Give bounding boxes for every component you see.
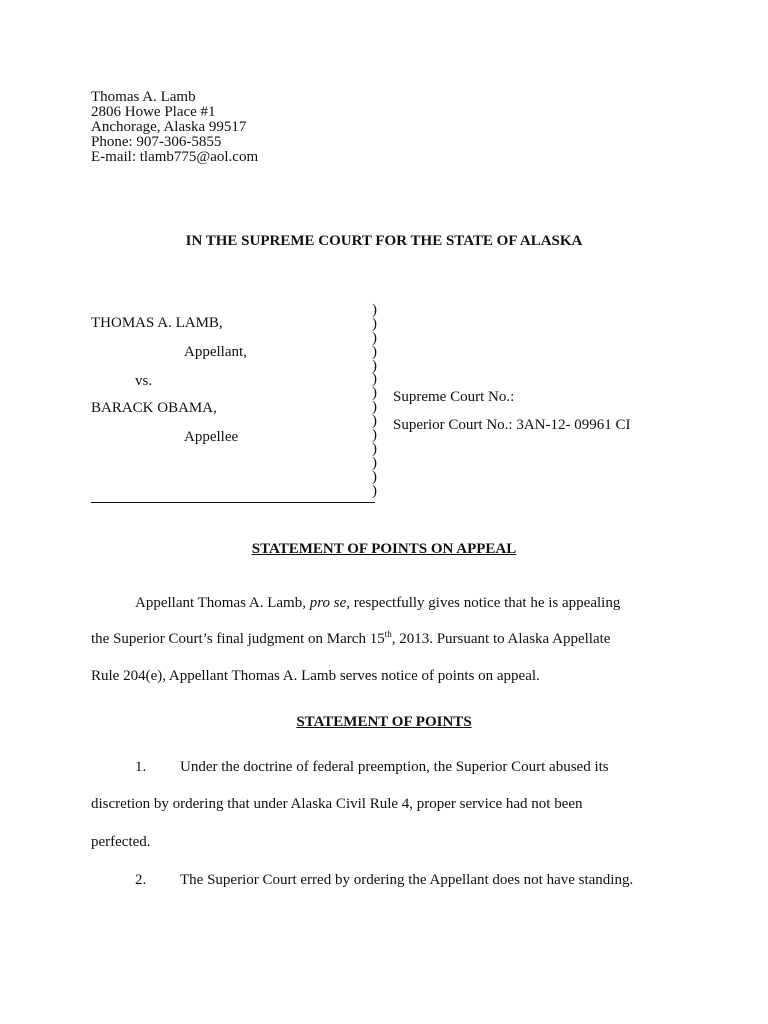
caption-paren: ) [372,468,377,485]
caption-paren: ) [372,343,377,360]
caption-paren: ) [372,399,377,416]
appellant-name: THOMAS A. LAMB, [91,315,223,331]
attorney-name: Thomas A. Lamb [91,89,196,105]
intro-line-2-start: the Superior Court’s final judgment on March 15 [91,631,385,647]
caption-paren: ) [372,440,377,457]
attorney-phone: Phone: 907-306-5855 [91,134,222,150]
caption-divider [91,502,375,503]
intro-line-3: Rule 204(e), Appellant Thomas A. Lamb serves notice of points on appeal. [91,668,540,684]
appellant-role: Appellant, [184,344,247,360]
point-1-line-3: perfected. [91,834,151,850]
caption-parenthesis-column [372,304,377,498]
versus-label: vs. [135,373,153,389]
caption-paren: ) [372,454,377,471]
point-1-line-1: Under the doctrine of federal preemption, the Superior Court abused its [180,759,609,775]
attorney-header [91,90,258,165]
supreme-court-number: Supreme Court No.: [393,389,515,405]
court-title: IN THE SUPREME COURT FOR THE STATE OF ALASKA [185,233,583,249]
attorney-email: E-mail: tlamb775@aol.com [91,149,259,165]
attorney-address-line2: Anchorage, Alaska 99517 [91,119,247,135]
point-2-line-1: The Superior Court erred by ordering the Appellant does not have standing. [180,872,634,888]
attorney-address-line1: 2806 Howe Place #1 [91,104,216,120]
caption-paren: ) [372,315,377,332]
caption-paren: ) [372,357,377,374]
caption-paren: ) [372,371,377,388]
intro-line-1 [135,596,620,611]
intro-line-2-end: , 2013. Pursuant to Alaska Appellate [391,631,611,647]
caption-paren: ) [372,413,377,430]
heading-statement-of-points: STATEMENT OF POINTS [296,714,472,730]
intro-pro-se: pro se [309,595,347,611]
appellee-name: BARACK OBAMA, [91,400,217,416]
caption-paren: ) [372,302,377,318]
point-number: 1. [135,759,147,775]
caption-paren: ) [372,385,377,402]
caption-paren: ) [372,427,377,444]
intro-line-2 [91,629,611,647]
appellee-role: Appellee [184,429,239,445]
point-number: 2. [135,872,147,888]
intro-line-1-end: , respectfully gives notice that he is appealing [346,595,621,611]
superior-court-number: Superior Court No.: 3AN-12- 09961 CI [393,417,631,433]
caption-paren: ) [372,482,377,499]
point-1-line-2: discretion by ordering that under Alaska Civil Rule 4, proper service had not been [91,796,583,812]
caption-paren: ) [372,329,377,346]
intro-line-1-start: Appellant Thomas A. Lamb, [135,595,310,611]
heading-statement-of-points-on-appeal: STATEMENT OF POINTS ON APPEAL [251,541,517,557]
intro-ordinal-suffix: th [384,629,392,639]
